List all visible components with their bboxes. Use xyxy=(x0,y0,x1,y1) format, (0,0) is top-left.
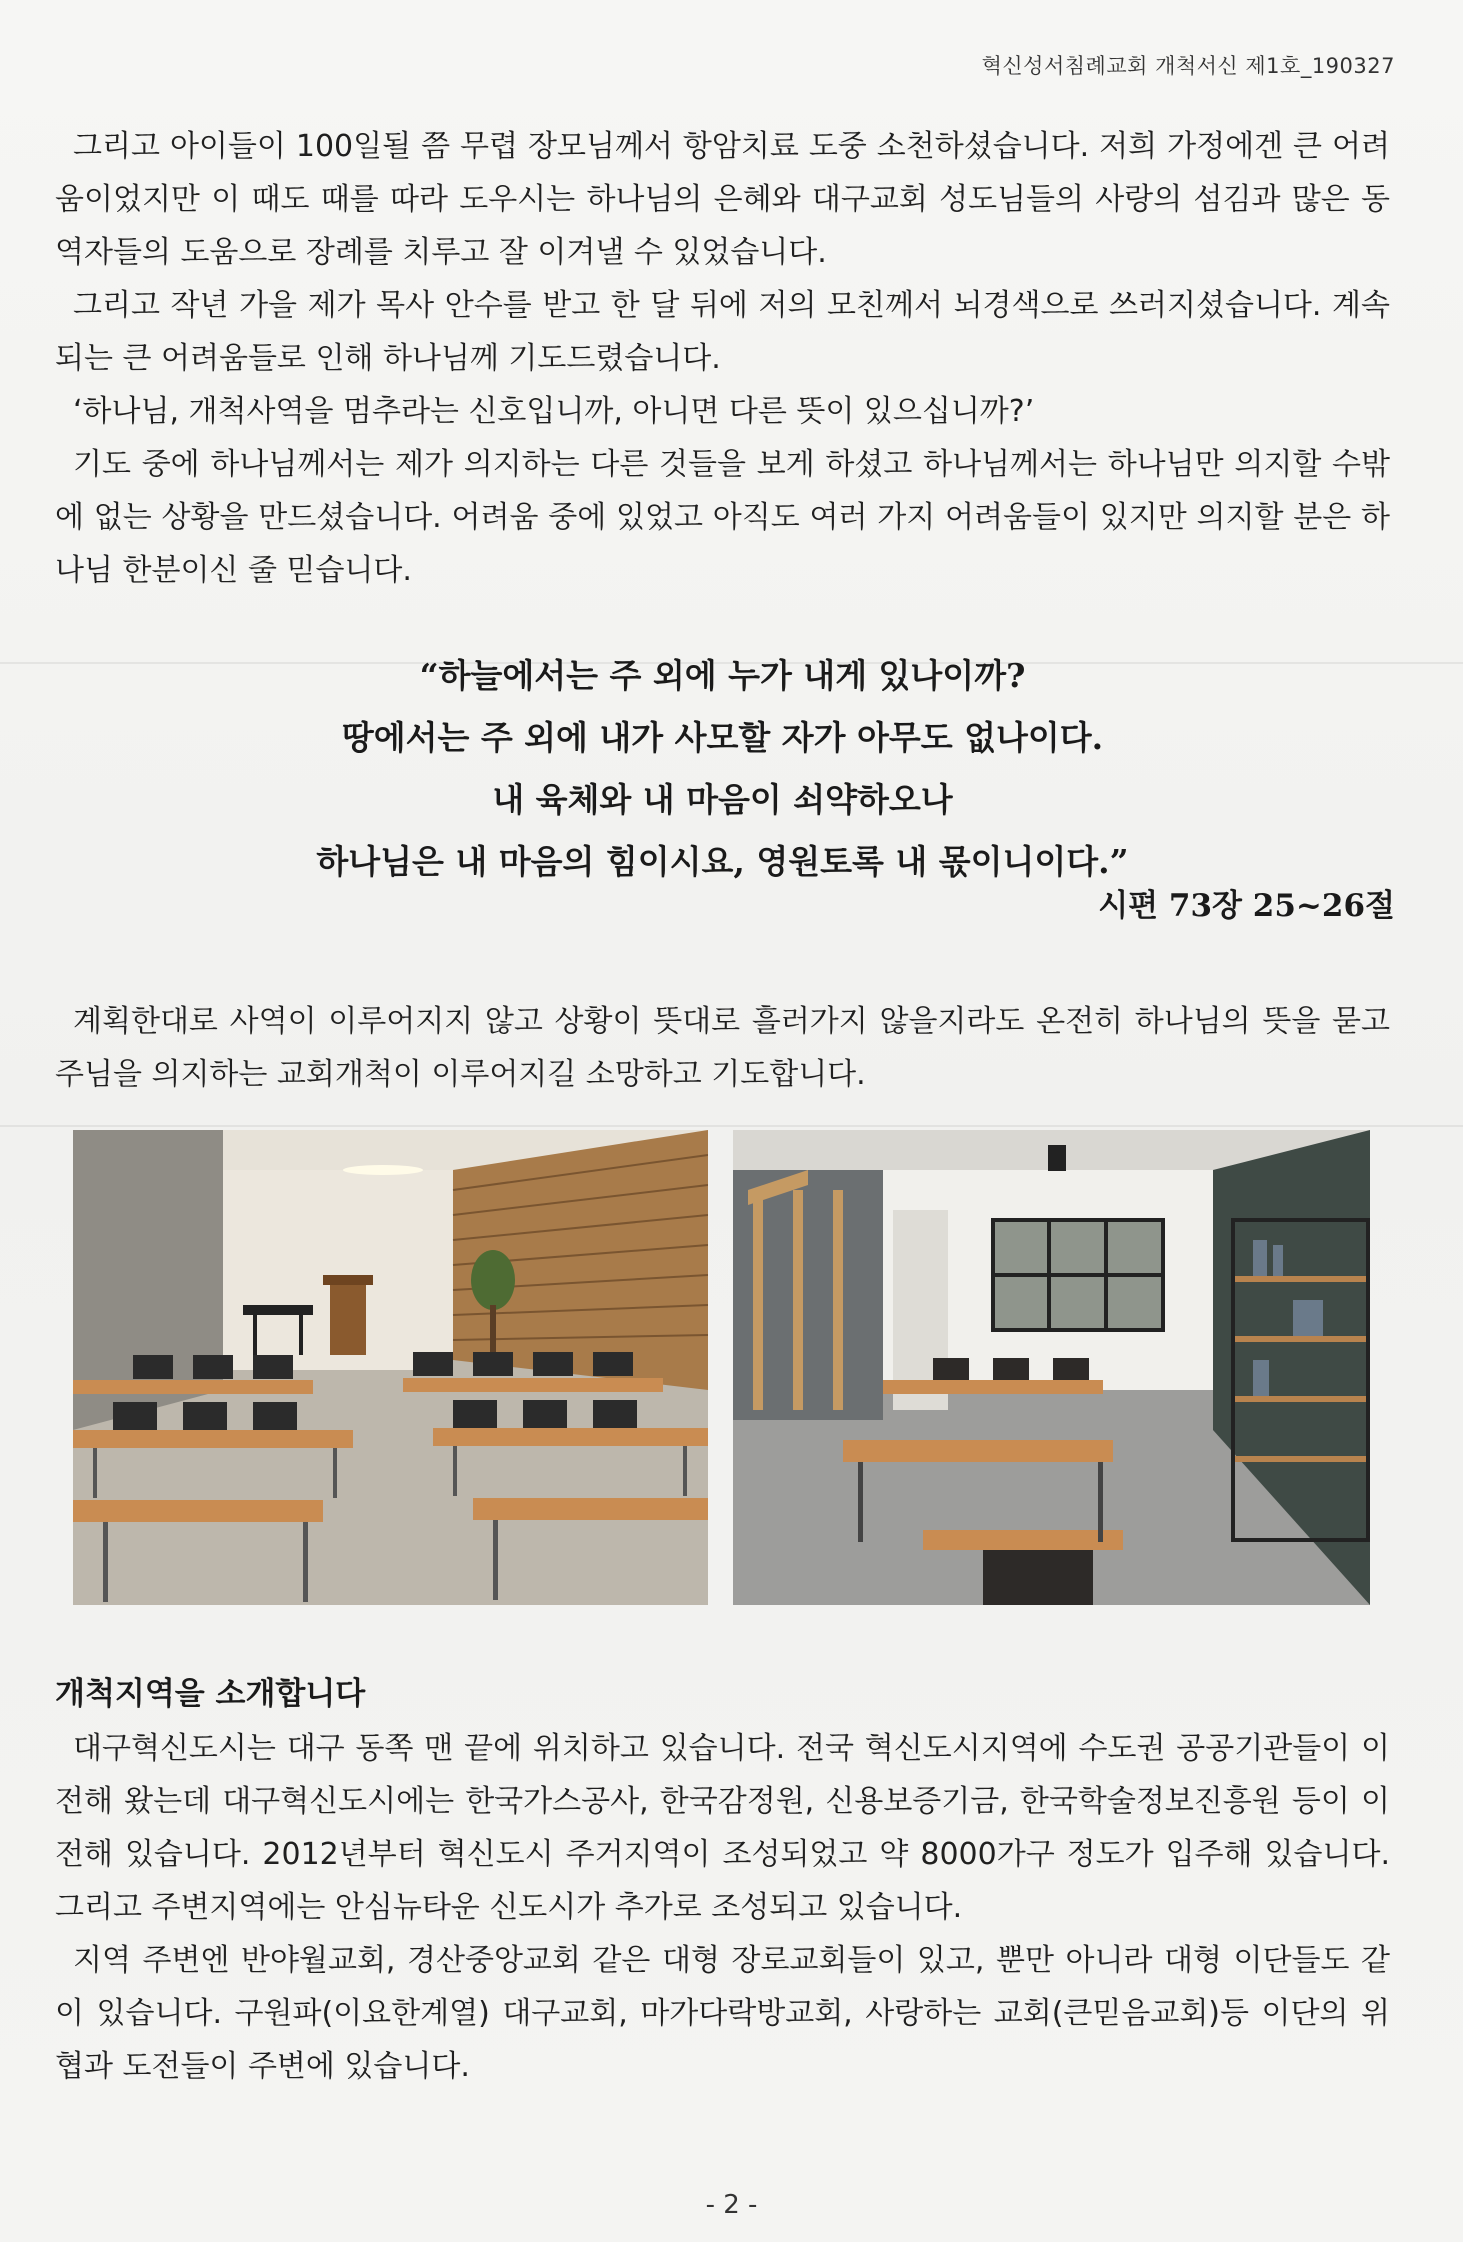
paragraph: 기도 중에 하나님께서는 제가 의지하는 다른 것들을 보게 하셨고 하나님께서는 하나님만 의지할 수밖에 없는 상황을 만드셨습니다. 어려움 중에 있었고 아직도 여러 가지 어려움들이 있지만 의지할 분은 하나님 한분이신 줄 믿습니다. xyxy=(55,447,1390,588)
paragraph: 그리고 작년 가을 제가 목사 안수를 받고 한 달 뒤에 저의 모친께서 뇌경색으로 쓰러지셨습니다. 계속되는 큰 어려움들로 인해 하나님께 기도드렸습니다. xyxy=(55,288,1390,376)
worship-room-photo xyxy=(73,1130,708,1605)
scripture-quote xyxy=(55,645,1390,893)
section-title: 개척지역을 소개합니다 xyxy=(55,1676,366,1712)
quote-line: 내 육체와 내 마음이 쇠약하오나 xyxy=(492,780,953,819)
body-section-3 xyxy=(55,1722,1390,2093)
paragraph: 대구혁신도시는 대구 동쪽 맨 끝에 위치하고 있습니다. 전국 혁신도시지역에 수도권 공공기관들이 이전해 왔는데 대구혁신도시에는 한국가스공사, 한국감정원, 신용보증기금, 한국학술정보진흥원 등이 이전해 있습니다. 2012년부터 혁신도시 주거지역이 조성되었고 약 8000가구 정도가 입주해 있습니다. 그리고 주변지역에는 안심뉴타운 신도시가 추가로 조성되고 있습니다. xyxy=(55,1731,1390,1925)
newsletter-header: 혁신성서침례교회 개척서신 제1호_190327 xyxy=(981,54,1395,78)
paragraph: 계획한대로 사역이 이루어지지 않고 상황이 뜻대로 흘러가지 않을지라도 온전히 하나님의 뜻을 묻고 주님을 의지하는 교회개척이 이루어지길 소망하고 기도합니다. xyxy=(55,1004,1390,1092)
paragraph: 지역 주변엔 반야월교회, 경산중앙교회 같은 대형 장로교회들이 있고, 뿐만 아니라 대형 이단들도 같이 있습니다. 구원파(이요한계열) 대구교회, 마가다락방교회, 사랑하는 교회(큰믿음교회)등 이단의 위협과 도전들이 주변에 있습니다. xyxy=(55,1943,1390,2084)
paragraph: ‘하나님, 개척사역을 멈추라는 신호입니까, 아니면 다른 뜻이 있으십니까?’ xyxy=(73,394,1035,429)
paper-fold-line xyxy=(0,1125,1463,1127)
page-number: - 2 - xyxy=(705,2190,758,2220)
cafe-area-photo xyxy=(733,1130,1370,1605)
scripture-citation: 시편 73장 25~26절 xyxy=(1098,888,1395,924)
paragraph: 그리고 아이들이 100일될 쯤 무렵 장모님께서 항암치료 도중 소천하셨습니다. 저희 가정에겐 큰 어려움이었지만 이 때도 때를 따라 도우시는 하나님의 은혜와 대구교회 성도님들의 사랑의 섬김과 많은 동역자들의 도움으로 장례를 치루고 잘 이겨낼 수 있었습니다. xyxy=(55,129,1390,270)
body-section-1 xyxy=(55,120,1390,597)
quote-line: 땅에서는 주 외에 내가 사모할 자가 아무도 없나이다. xyxy=(341,718,1104,757)
quote-line: 하나님은 내 마음의 힘이시요, 영원토록 내 몫이니이다.” xyxy=(316,842,1129,881)
quote-line: “하늘에서는 주 외에 누가 내게 있나이까? xyxy=(419,656,1026,695)
body-section-2 xyxy=(55,995,1390,1101)
